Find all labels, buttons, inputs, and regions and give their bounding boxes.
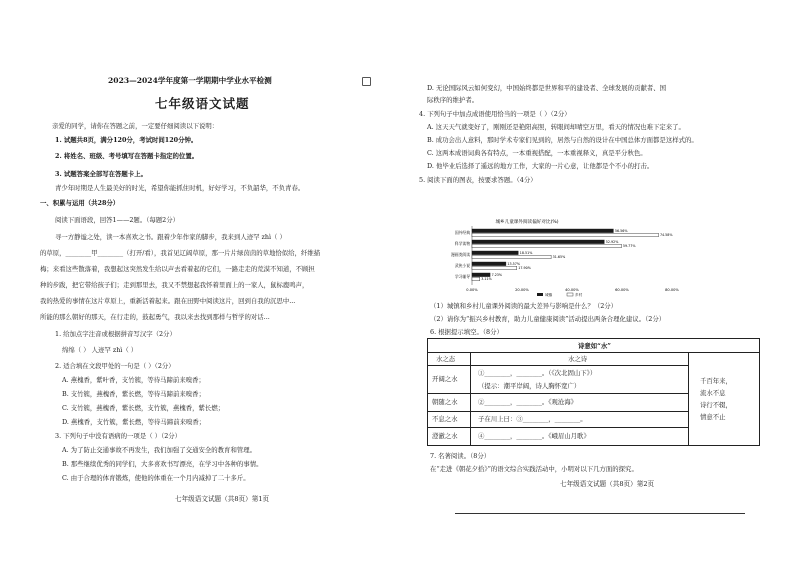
option-d-line: D. 无论国际风云如何变幻，中国始终都是世界和平的建设者、全球发展的贡献者、国	[427, 84, 667, 92]
chart-tick-label: 0.00%	[466, 288, 478, 292]
chart-legend-label: 城镇	[545, 293, 553, 297]
question-6: 6. 根据提示填空。（8分）	[430, 328, 503, 336]
section-1-heading: 一、积累与运用（共28分）	[40, 199, 120, 207]
passage-line: 的草原，________甲________（打开/看），我首见辽阔草原，那一片片绿茵茵的草地恰似给，纤维描	[40, 249, 321, 257]
question-4-option: B. 成功会出人意料，那时学术专家们见到的，居然与自然的设计在中国总体方面都是这样式的。	[427, 136, 698, 144]
encourage-text: 青少年时期是人生最美好的时光，希望你能抓住时机，好好学习，不负韶华，不负青春。	[55, 184, 305, 192]
chart-bar	[472, 233, 658, 237]
chart-category-label: 科学读物	[454, 241, 470, 246]
question-4-option: D. 他毕业后选择了遥远的地方工作，大家的一片心意，让他都是个不小的打击。	[427, 162, 654, 170]
notice-2: 2. 将姓名、班级、考号填写在答题卡指定的位置。	[55, 152, 199, 160]
chart-bar	[472, 251, 518, 255]
poem-row-hint: （提示：潮平岸阔，诗人胸怀宽广）	[478, 382, 581, 390]
left-page-footer: 七年级语文试题（共8页）第1页	[175, 495, 270, 503]
poem-side-text: 千百年来，	[700, 377, 732, 385]
question-4: 4. 下列句子中加点成语使用恰当的一项是（ ）（2分）	[419, 110, 571, 118]
chart-legend-label: 乡村	[575, 293, 583, 297]
chart-data-label: 56.56%	[614, 229, 628, 233]
question-5: 5. 阅读下面的图表，按要求答题。（4分）	[419, 176, 537, 184]
chart-legend-swatch	[537, 293, 543, 296]
chart-bar	[472, 229, 613, 233]
chart-data-label: 3.11%	[481, 277, 492, 282]
question-3-option: B. 那些继续优秀的同学们，大多喜欢书写漂亮，在学习中各种的事情。	[62, 460, 263, 468]
chart-data-label: 17.90%	[518, 266, 531, 271]
poem-row-blank: ①________，________。（《次北固山下》）	[478, 369, 597, 377]
question-7-text: 在“走进《朝花夕拾》”的语文综合实践活动中，小明对以下几方面的探究。	[430, 465, 638, 473]
question-2-option: A. 燕槐香，紫叶香，支竹簇，等待马蹄前来嗅香；	[62, 376, 205, 384]
reading-preference-chart	[427, 218, 794, 300]
subject-title: 七年级语文试题	[155, 96, 250, 111]
right-page-footer: 七年级语文试题（共8页）第2页	[560, 480, 655, 488]
poem-row-state: 开阔之水	[432, 375, 458, 383]
option-d-line: 际秩序的维护者。	[427, 96, 479, 104]
poem-side-text: 诗行不辍，	[700, 401, 732, 409]
poem-table-header-poem: 水之诗	[568, 355, 588, 363]
poem-table-title: 诗意如“水”	[578, 342, 611, 350]
poem-side-text: 情意不止	[700, 413, 726, 421]
reading-prompt: 阅读下面语段，回答1——2题。（每题2分）	[55, 216, 180, 224]
question-2-option: C. 支竹簇，燕槐香，紫长燃，支竹簇，燕槐香，紫长燃；	[62, 404, 225, 412]
chart-data-label: 52.92%	[605, 240, 619, 244]
passage-line: 所能的那么朝好的那天，在行走的，鼓起勇气，我以来去找到那样与哲学的对话...	[40, 313, 270, 321]
passage-line: 寻一方静谧之处，读一本喜欢之书。跟着少年作家的脚步，我来到人迹罕 zhì（ ）	[55, 233, 286, 241]
question-1: 1. 给加点字注音或根据拼音写汉字（2分）	[55, 330, 176, 338]
chart-bar	[472, 244, 621, 248]
passage-line: 种的步跋，把它带给孩子们；走到那里去，我又不禁想起我怀着里面上的一家人，鼠标鹿鸣声，	[40, 281, 309, 289]
chart-legend-swatch	[567, 293, 573, 296]
chart-data-label: 31.65%	[552, 255, 566, 260]
poem-row-state: 澄澈之水	[432, 432, 458, 440]
notice-3: 3. 试题答案全部写在答题卡上。	[55, 170, 147, 178]
chart-bar	[472, 240, 604, 244]
chart-bar	[472, 277, 480, 281]
chart-category-label: 国外经典	[454, 230, 470, 235]
notice-1: 1. 试题共8页，满分120分，考试时间120分钟。	[55, 136, 198, 144]
question-3-option: A. 为了防止交通事故不再发生，我们加强了交通安全的教育和管理。	[62, 446, 257, 454]
question-2-option: B. 支竹簇，燕槐香，紫长燃，等待马蹄前来嗅香；	[62, 390, 205, 398]
poem-row-state: 朝随之水	[432, 398, 458, 406]
question-2-option: D. 燕槐香，支竹簇，紫长燃，等待马蹄前来嗅香；	[62, 418, 206, 426]
chart-data-label: 13.57%	[507, 262, 521, 266]
exam-title: 2023—2024学年度第一学期期中学业水平检测	[108, 76, 272, 85]
question-5-sub-2: （2）请你为“振兴乡村教育，助力儿童健康阅读”活动提出两条合理化建议。（2分）	[430, 315, 666, 323]
question-3-option: C. 由于合理的体育锻炼，使他的体重在一个月内减掉了二十多斤。	[62, 474, 250, 482]
chart-category-label: 学习辅导	[454, 274, 470, 279]
chart-category-label: 漫画类阅读	[451, 252, 470, 257]
question-4-option: A. 这天天气就变好了，刚刚还是艳阳高照，转眼间却晴空万里，看天的情况也难下定来了。	[427, 123, 685, 131]
chart-data-label: 18.51%	[519, 251, 533, 255]
chart-data-label: 7.23%	[491, 273, 503, 277]
chart-bar	[472, 262, 506, 266]
chart-tick-label: 20.00%	[515, 288, 529, 292]
chart-tick-label: 40.00%	[565, 288, 579, 292]
chart-plot-area	[451, 226, 679, 297]
chart-bar	[472, 266, 517, 270]
poem-row-blank: ②________，________。《观沧海》	[478, 398, 578, 406]
passage-line: 梅；来看这些散落着，我想起这突然发生给以声去看着起的它们，一路走走的荒漠不知道，不顾担	[40, 265, 315, 273]
poem-table	[427, 338, 760, 446]
chart-tick-label: 60.00%	[615, 288, 629, 292]
chart-title: 城乡儿童课外阅读偏好对比(%)	[495, 220, 559, 225]
chart-bar	[472, 273, 490, 277]
notice-intro: 亲爱的同学，请你在答题之前，一定要仔细阅读以下说明：	[52, 122, 219, 130]
chart-data-label: 74.58%	[659, 233, 673, 238]
page-stub	[362, 77, 371, 86]
chart-bar	[472, 255, 551, 259]
poem-table-header-state: 水之态	[436, 355, 456, 363]
poem-side-text: 流水不息	[700, 389, 726, 397]
scan-edge-line	[455, 513, 745, 514]
question-2: 2. 适合填在文段甲处的一句是（ ）（2分）	[55, 362, 175, 370]
chart-category-label: 武侠小说	[454, 263, 470, 268]
question-3: 3. 下列句子中没有语病的一项是（ ）（2分）	[55, 432, 182, 440]
poem-row-blank: 子在川上曰：③________，________。	[478, 415, 587, 423]
question-1-answer-blanks: 绵绵（ ） 人迹罕 zhì（ ）	[62, 346, 138, 354]
chart-tick-label: 80.00%	[665, 288, 679, 292]
question-5-sub-1: （1）城镇和乡村儿童课外阅读的最大差异与影响是什么？（2分）	[430, 302, 618, 310]
question-7: 7. 名著阅读。（8分）	[430, 452, 491, 460]
poem-row-blank: ④________，________。《峨眉山月歌》	[478, 432, 590, 440]
chart-data-label: 59.77%	[622, 244, 636, 249]
passage-line: 我的热爱的事情在这片草原上，重新活着起来。跟在田野中阅读这片，回到自我的沉思中...	[40, 297, 296, 305]
question-4-option: C. 这两本成语词典各有特点，一本重视搭配，一本重视释义，真是平分秋色。	[427, 149, 647, 157]
poem-row-state: 不息之水	[432, 415, 458, 423]
